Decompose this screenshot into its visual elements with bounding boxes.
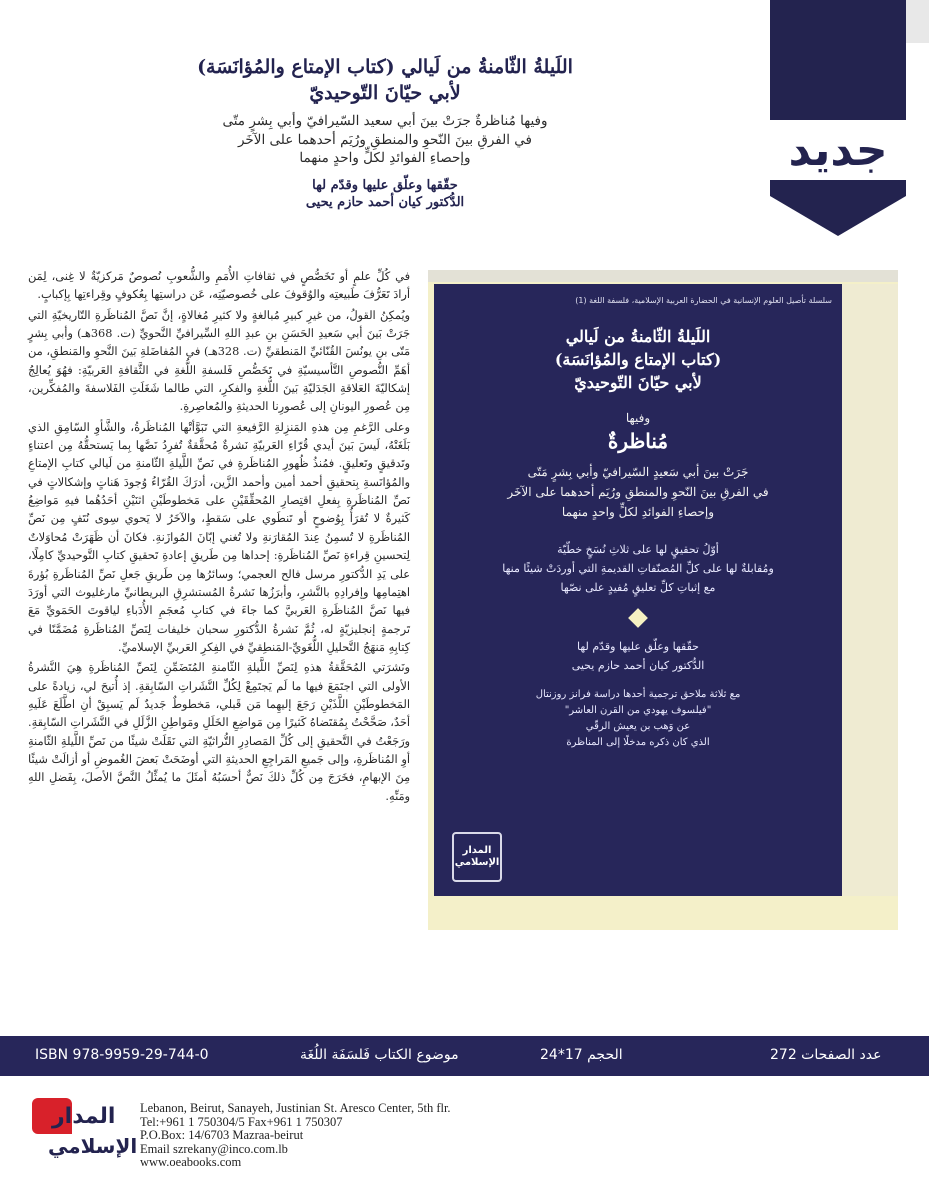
cover-credit-line1: حقّقها وعلّق عليها وقدّم لها	[577, 640, 699, 653]
book-subtitle-line1: وفيها مُناظرةٌ جرَتْ بينَ أبي سعيد السّيرافيّ وأبي بِشرٍ متّى	[222, 113, 548, 130]
footer	[0, 1088, 929, 1200]
footer-logo-line2: الإسلامي	[48, 1134, 138, 1158]
cover-desc-line2: في الفرقِ بينَ النّحوِ والمنطقِ ورُيَم أحدهما على الآخَر	[507, 485, 769, 499]
cover-title-line1: اللَيلةُ الثّامنةُ من لَيالي	[565, 327, 711, 346]
cover-extra-line3: عن وَهب بن يعيش الرقّي	[585, 721, 691, 732]
cover-logo-line1: المدار	[462, 845, 492, 856]
book-meta-bar	[0, 1036, 929, 1076]
website-link[interactable]: www.oeabooks.com	[140, 1155, 242, 1169]
publisher-logo-icon	[452, 832, 502, 882]
cover-spine	[842, 284, 898, 896]
cover-series: سلسلة تأصيل العلوم الإنسانية في الحضارة العربية الإسلامية، فلسفة اللغة (1)	[575, 296, 832, 305]
cover-extra-line4: الذي كان ذكره مدخلًا إلى المناظرة	[566, 737, 710, 748]
cover-credit-line2: الدُّكتور كيان أحمد حازم يحيى	[571, 659, 705, 672]
intro-paragraph: وعلى الرَّغمِ مِن هذهِ المَنزِلةِ الرَّفيعةِ التي تَبَوَّأتْها المُناظَرةُ، والشَّأوِ السّامِقِ الذي بَلَغَتْهُ، لَيسَ بَينَ أيدي قُرّاءِ العَربيّةِ نَشرةٌ مُحقَّقةٌ تُفرِدُ نَصَّها بِما يَستحقُّهُ مِن اعتناءٍ وتَدقيقٍ وتَعليقٍ. فمُنذُ ظُهورِ المُناظَرةِ في نَصِّ اللَّيلةِ الثّامنةِ من لَيالي كتابِ الإمتاعِ والمُؤانَسةِ بِتحقيقِ أحمد أمين وأحمد الزَّين، أدرَكَ القُرّاءُ وُجودَ هَناتٍ وإشكالاتٍ في نَصِّ المُناظَرةِ بِفعلِ اقتِصارِ المُحقِّقَيْنِ على مَخطوطَيْنِ اثنَيْنِ أحَدُهُما فيهِ مَواضِعُ كَثيرةٌ لا تُقرَأُ بِوُضوحٍ أو تَنطَوي على سَقطٍ، والآخَرُ لا يَحوي سِوى نُتَفٍ مِن نَصِّ المُناظَرةِ لا تُسمِنُ عِندَ المُقارَنةِ ولا تُغني إبّانَ المُوازَنةِ. فكانَ أن ظَهَرَتْ مُحاوَلاتٌ لِتحسينِ قِراءةِ نَصِّ المُناظَرةِ: إحداها مِن طَريقِ إعادةِ تَحقيقِ كتابِ التَّوحيديِّ كامِلًا، على يَدِ الدُّكتورِ مرسل فالح العجمي؛ وسائرُها مِن طَريقِ جَعلِ نَصِّ المُناظَرةِ بُؤرةَ اهتِمامِها وإفرادِهِ بالنَّشرِ، وأبرَزُها نَشرةُ المُستشرِقِ البريطانيِّ مارغليوث التي أورَدَ فيها نَصَّ المُناظَرةِ العَربيَّ كما جاءَ في كتابِ مُعجَمِ الأُدَباءِ لياقوتَ الحَمَويِّ مَعَ تَرجمةٍ إنجليزيّةٍ له، ثُمَّ نَشرةُ الدُّكتورِ سحبان خليفات لِنَصِّ المُناظَرةِ مُضَمَّنًا في كِتابِهِ مَنهَجُ التَّحليلِ اللُّغَويِّ-المَنطِقيِّ في الفِكرِ العَربيِّ الإسلاميِّ.	[28, 420, 410, 654]
book-subtitle-line2: في الفرقِ بينَ النّحوِ والمنطقِ ورُيَم أحدهما على الآخَر	[237, 131, 532, 148]
cover-note-line1: أوّلُ تحقيقٍ لها على ثلاثِ نُسَخٍ خطّيّة	[557, 543, 719, 556]
meta-subject: موضوع الكتاب فَلسَفَة اللُغَة	[300, 1047, 459, 1063]
publisher-address	[140, 1102, 451, 1170]
cover-extra-line2: "فيلسوف يهودي من القرن العاشر"	[564, 705, 712, 716]
new-release-arrow-icon	[770, 196, 906, 236]
publisher-logo-icon	[32, 1098, 138, 1168]
book-title-block	[0, 55, 770, 212]
pobox-line: P.O.Box: 14/6703 Mazraa-beirut	[140, 1128, 304, 1142]
phone-line: Tel:+961 1 750304/5 Fax+961 1 750307	[140, 1114, 343, 1129]
cover-frame-strip	[428, 270, 898, 282]
book-title-line2: لأبي حيّانَ التّوحيديّ	[309, 81, 461, 104]
book-cover	[434, 284, 842, 896]
cover-wafiha: وفيها	[625, 411, 651, 425]
footer-logo-line1: المدار	[52, 1104, 116, 1129]
cover-desc-line1: جَرَتْ بينَ أبي سَعيدٍ السّيرافيّ وأبي بِشرٍ مَتّى	[527, 465, 749, 479]
header-background	[0, 0, 770, 43]
book-title-line1: اللَيلةُ الثّامنةُ من لَيالي (كتاب الإمتاع والمُؤانَسَة)	[197, 56, 573, 78]
meta-isbn: ISBN 978-9959-29-744-0	[35, 1047, 209, 1063]
new-release-label: جديد	[770, 120, 906, 180]
intro-text	[28, 268, 410, 808]
cover-title-line2: (كتاب الإمتاع والمُؤانَسَة)	[554, 350, 722, 369]
cover-note-line2: ومُقابلةٌ لها على كلِّ المُصنّفاتِ القديمةِ التي أوردَتْ شيئًا منها	[502, 562, 774, 575]
intro-paragraph: ونَشرَتي المُحَقَّقةُ هذهِ لِنَصِّ اللَّيلةِ الثّامنةِ المُتَضَمِّنِ لِنَصِّ المُناظَرةِ هِيَ النَّشرةُ الأولى التي اجتَمَعَ فيها ما لَم يَجتَمِعْ لِكُلِّ النَّشَراتِ السّابِقةِ. إذ أُتيحَ لي، زيادةً على المَخطوطَيْنِ اللَّذَيْنِ رَجَعَ إليهِما مَن قَبلي، مَخطوطٌ جَديدٌ لَم يَسبِقْ أنِ اطَّلَعَ عَلَيهِ أحَدٌ، صَحَّحْتُ بِمُقتَضاهُ كَثيرًا مِن مَواضِعِ الخَلَلِ ومَواطِنِ الزَّلَلِ في النَّشَراتِ السّابِقةِ. ورَجَعْتُ في التَّحقيقِ إلى كُلِّ المَصادِرِ التُّراثيّةِ التي نَقَلَتْ شيئًا من نَصِّ اللَّيلةِ الثّامنةِ أوِ المُناظَرةِ، وإلى جَميعِ المَراجِعِ الحديثةِ التي أوضَحَتْ بَعضَ الغُموضِ أو أزالَتْ شيئًا مِنَ الإبهامِ، فخَرَجَ مِن كُلِّ ذلكَ نَصٌّ أحسَبُهُ أمثَلَ ما يُمثِّلُ النَّصَّ الأصلَ، بِفَضلِ اللهِ ومَنِّهِ.	[28, 661, 410, 803]
cover-logo-line2: الإسلامي	[454, 857, 500, 868]
meta-size: الحجم 17*24	[540, 1047, 623, 1063]
book-credit-line1: حقّقها وعلّق عليها وقدّم لها	[312, 177, 458, 193]
address-line: Lebanon, Beirut, Sanayeh, Justinian St. Aresco Center, 5th flr.	[140, 1101, 451, 1115]
diamond-ornament-icon	[628, 608, 648, 628]
cover-manazara: مُناظرةٌ	[607, 429, 669, 453]
intro-paragraph: في كُلِّ علمٍ أو تَخَصُّصٍ في ثقافاتِ الأُمَمِ والشُّعوبِ نُصوصٌ مَركزيّةٌ لا غِنى، لِمَن أرادَ تَعَرُّفَ طَبيعتِه والوُقوفَ على خُصوصيّتِه، عَن دراستِها بِعُكوفٍ وقِراءتِها بِإكبابٍ.	[28, 270, 410, 302]
cover-desc-line3: وإحصاءِ الفوائدِ لكلٍّ واحدٍ منهما	[561, 505, 715, 519]
cover-note-line3: مع إثباتِ كلِّ تعليقٍ مُفيدٍ على نصّها	[560, 581, 716, 594]
intro-paragraph: ويُمكِنُ القولُ، من غيرِ كبيرِ مُبالغةٍ ولا كثيرِ مُغالاةٍ، إنَّ نَصَّ المُناظَرةِ التّاريخيّةِ التي جَرَتْ بَينَ أبي سَعيدِ الحَسَنِ بنِ عبدِ اللهِ السِّيرافيِّ النَّحويِّ (ت. 368هـ) وأبي بِشرٍ مَتّى بنِ يونُسَ القُنّائيِّ المَنطقيِّ (ت. 328هـ) في المُفاضَلةِ بَينَ النَّحوِ والمَنطقِ، من أهَمِّ النُّصوصِ التَّأسيسيّةِ في تَخَصُّصِ فَلسفةِ اللُّغةِ في الثَّقافةِ العَربيّةِ: فهُوَ يُعالِجُ إشكاليّةَ العَلاقةِ الجَدَليّةِ بَينَ اللُّغةِ والفكرِ، التي طالما شَغَلَتِ الفَلاسفةَ والمُفكِّرين، مِن عُصورِ اليونانِ إلى عُصورِنا الحديثةِ والمُعاصِرةِ.	[28, 308, 410, 414]
cover-extra-line1: مع ثلاثة ملاحق ترجمية أحدها دراسة فرانز روزنتال	[535, 689, 741, 700]
email-link[interactable]: Email szrekany@inco.com.lb	[140, 1141, 288, 1156]
meta-pages: عدد الصفحات 272	[770, 1047, 882, 1063]
book-credit-line2: الدُّكتور كيان أحمد حازم يحيى	[305, 195, 465, 211]
cover-title-line3: لأبي حيّانَ التّوحيديّ	[574, 373, 702, 392]
book-subtitle-line3: وإحصاءِ الفوائدِ لكلٍّ واحدٍ منهما	[299, 149, 471, 166]
